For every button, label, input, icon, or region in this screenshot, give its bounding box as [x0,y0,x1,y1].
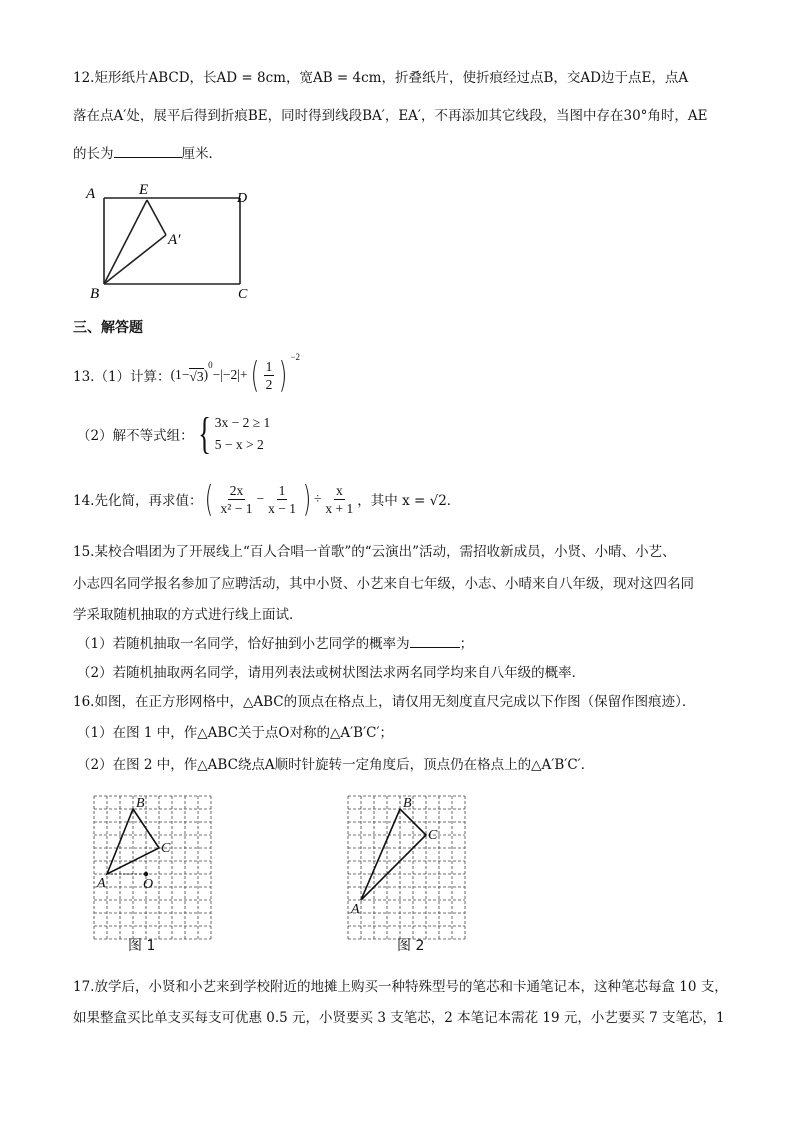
q13-half [264,358,275,393]
q13-half-num: 1 [265,358,273,374]
q14-frac-2 [266,482,298,517]
q15-part2: （2）若随机抽取两名同学，请用列表法或树状图法求两名同学均来自八年级的概率． [77,665,586,681]
q16-fig2-caption: 图 2 [397,938,425,954]
q16-part2: （2）在图 2 中，作△ABC绕点A顺时针旋转一定角度后，顶点仍在格点上的△A′B′C′． [77,757,595,773]
q12-label-C: C [238,287,248,302]
q13-inequality-system [194,409,271,458]
q12-label-D: D [237,191,248,206]
q14-label: 14.先化简，再求值： [73,493,203,509]
q15-part1 [77,632,473,652]
q12-answer-prefix: 的长为 [73,146,114,162]
q14-frac-1-num: 2x [229,482,244,498]
q12-line-2: 落在点A′处，展平后得到折痕BE，同时得到线段BA′，EA′，不再添加其它线段，当图中存在30°角时，AE [73,108,708,124]
section-title: 三、解答题 [73,320,143,336]
label-O: O [143,877,154,892]
q14-frac-2-num: 1 [278,482,286,498]
q14-frac-3-den: x + 1 [325,500,354,516]
triangle-abc [361,809,426,900]
q13-expr-b: ) [203,367,209,382]
q16-figure-1 [88,790,228,954]
q14-frac-3 [323,482,355,517]
q12-label-A1: A′ [168,232,181,248]
q16-part1: （1）在图 1 中，作△ABC关于点O对称的△A′B′C′； [77,725,394,741]
q14-frac-1 [219,482,255,517]
q17-line-2: 如果整盒买比单支买每支可优惠 0.5 元，小贤要买 3 支笔芯，2 本笔记本需花 19 元，小艺要买 7 支笔芯，1 [73,1010,725,1026]
q15-part1-suffix: ； [459,636,474,652]
q17-line-1: 17.放学后，小贤和小艺来到学校附近的地摊上购买一种特殊型号的笔芯和卡通笔记本，这种笔芯每盒 10 支， [73,979,728,995]
q13-ineq-2: 5 − x > 2 [214,437,264,452]
q12-label-A: A [86,186,96,202]
q14-minus: − [256,491,265,506]
q13-part1-label: 13.（1）计算： [73,369,171,385]
q16-line-1: 16.如图，在正方形网格中，△ABC的顶点在格点上，请仅用无刻度直尺完成以下作图（保留作图痕迹）． [73,694,696,710]
q12-answer-suffix: 厘米． [181,146,222,162]
label-A: A [97,876,106,891]
q12-line-1: 12.矩形纸片ABCD，长AD = 8cm，宽AB = 4cm，折叠纸片，使折痕经过点B，交AD边于点E，点A [73,70,689,86]
q12-label-E: E [139,182,149,198]
q13-exp0: 0 [208,360,213,370]
q14-frac-3-num: x [335,482,343,498]
label-B: B [136,796,145,811]
label-B: B [403,796,412,811]
q13-exp: −2 [290,352,301,362]
q15-answer-blank [410,633,460,648]
q14-lparen: ( [205,478,214,520]
q16-fig1-caption: 图 1 [128,938,156,954]
q13-ineq-1: 3x − 2 ≥ 1 [214,415,271,430]
label-C: C [161,841,171,856]
q15-part1-text: （1）若随机抽取一名同学，恰好抽到小艺同学的概率为 [77,636,410,652]
q13-brace: { [197,409,211,458]
q12-answer-blank [114,143,182,158]
label-A: A [351,902,360,917]
q15-line-2: 小志四名同学报名参加了应聘活动，其中小贤、小艺来自七年级，小志、小晴来自八年级，现对这四名同 [73,576,694,592]
q15-line-3: 学采取随机抽取的方式进行线上面试． [73,607,303,623]
q13-half-den: 2 [265,376,273,392]
label-C: C [428,828,438,843]
q12-line-3 [73,142,222,162]
q14-divide: ÷ [314,491,322,506]
q14-tail: ，其中 x = √2． [357,493,461,509]
q14-frac-2-den: x − 1 [268,500,296,516]
q13-part1 [73,352,300,398]
q12-figure [80,180,260,302]
q14-frac-1-den: x² − 1 [220,500,253,516]
q13-part2-label: （2）解不等式组： [77,428,194,444]
q14-rparen: ) [302,478,312,520]
q13-lparen: ( [250,354,259,396]
q16-figure-2 [342,790,482,954]
q12-label-B: B [90,286,100,302]
q13-expr-a: (1− [170,367,190,382]
q13-part2 [77,410,270,458]
q13-rparen: ) [279,354,288,396]
q13-sqrt3: √3 [189,368,204,384]
q13-expr-c: −|−2|+ [212,367,248,382]
q14 [73,474,460,524]
q15-line-1: 15.某校合唱团为了开展线上“百人合唱一首歌”的“云演出”活动，需招收新成员，小贤、小晴、小艺、 [73,544,676,560]
